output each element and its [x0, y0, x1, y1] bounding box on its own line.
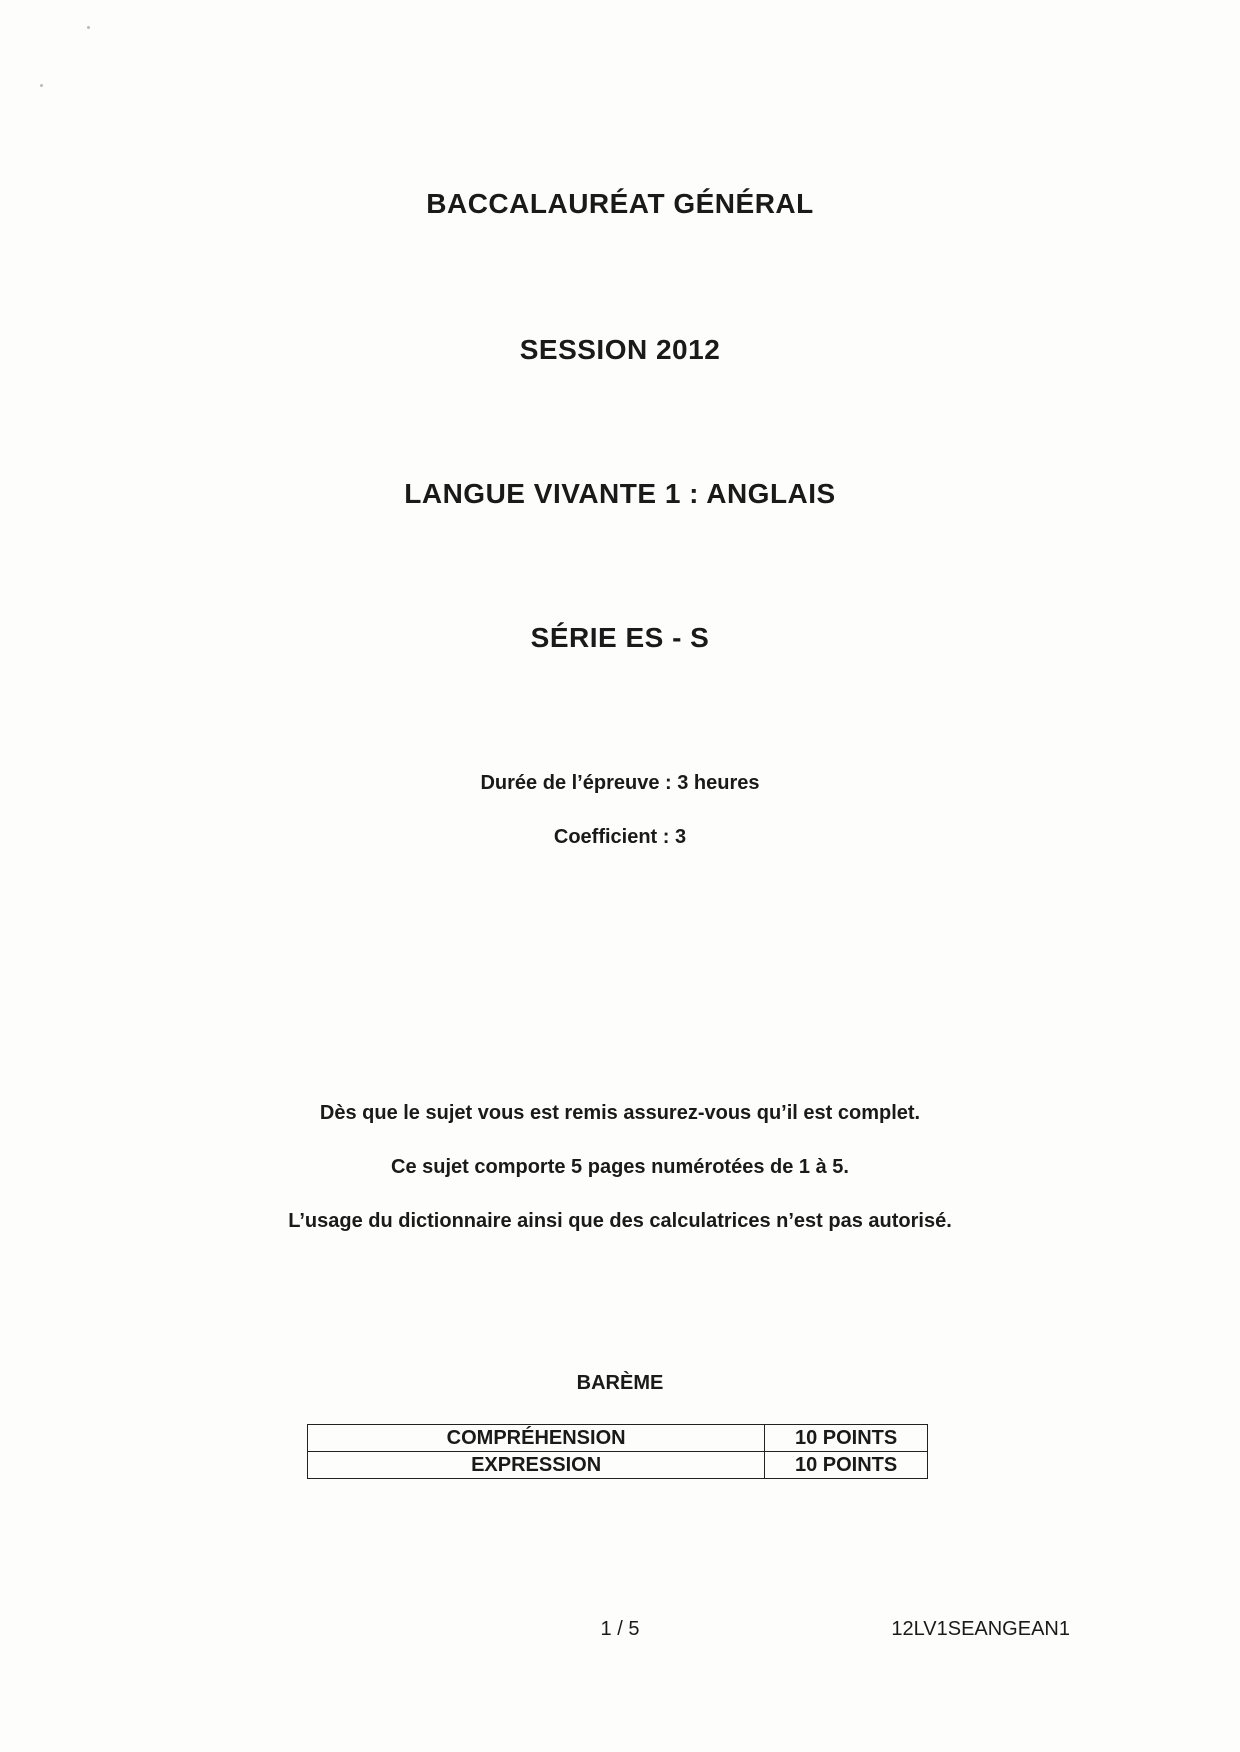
bareme-points-cell: 10 POINTS — [765, 1425, 928, 1452]
series-title: SÉRIE ES - S — [530, 622, 710, 653]
document-code: 12LV1SEANGEAN1 — [891, 1618, 1070, 1640]
subject-title: LANGUE VIVANTE 1 : ANGLAIS — [404, 478, 836, 509]
notice-pages: Ce sujet comporte 5 pages numérotées de 1 à 5. — [391, 1156, 849, 1178]
bareme-section-cell: COMPRÉHENSION — [308, 1425, 765, 1452]
page-number: 1 / 5 — [600, 1618, 640, 1640]
scan-speck — [40, 84, 43, 87]
bareme-title: BARÈME — [576, 1372, 664, 1394]
scan-speck — [87, 26, 90, 29]
bareme-table — [307, 1424, 928, 1479]
duration-text: Durée de l’épreuve : 3 heures — [480, 772, 760, 794]
table-row — [308, 1425, 928, 1452]
bareme-points-cell: 10 POINTS — [765, 1452, 928, 1479]
table-row — [308, 1452, 928, 1479]
exam-title: BACCALAURÉAT GÉNÉRAL — [426, 188, 814, 219]
notice-complete: Dès que le sujet vous est remis assurez-vous qu’il est complet. — [319, 1102, 921, 1124]
coefficient-text: Coefficient : 3 — [553, 826, 687, 848]
session-title: SESSION 2012 — [519, 334, 721, 365]
notice-dictionary: L’usage du dictionnaire ainsi que des calculatrices n’est pas autorisé. — [288, 1210, 952, 1232]
bareme-section-cell: EXPRESSION — [308, 1452, 765, 1479]
